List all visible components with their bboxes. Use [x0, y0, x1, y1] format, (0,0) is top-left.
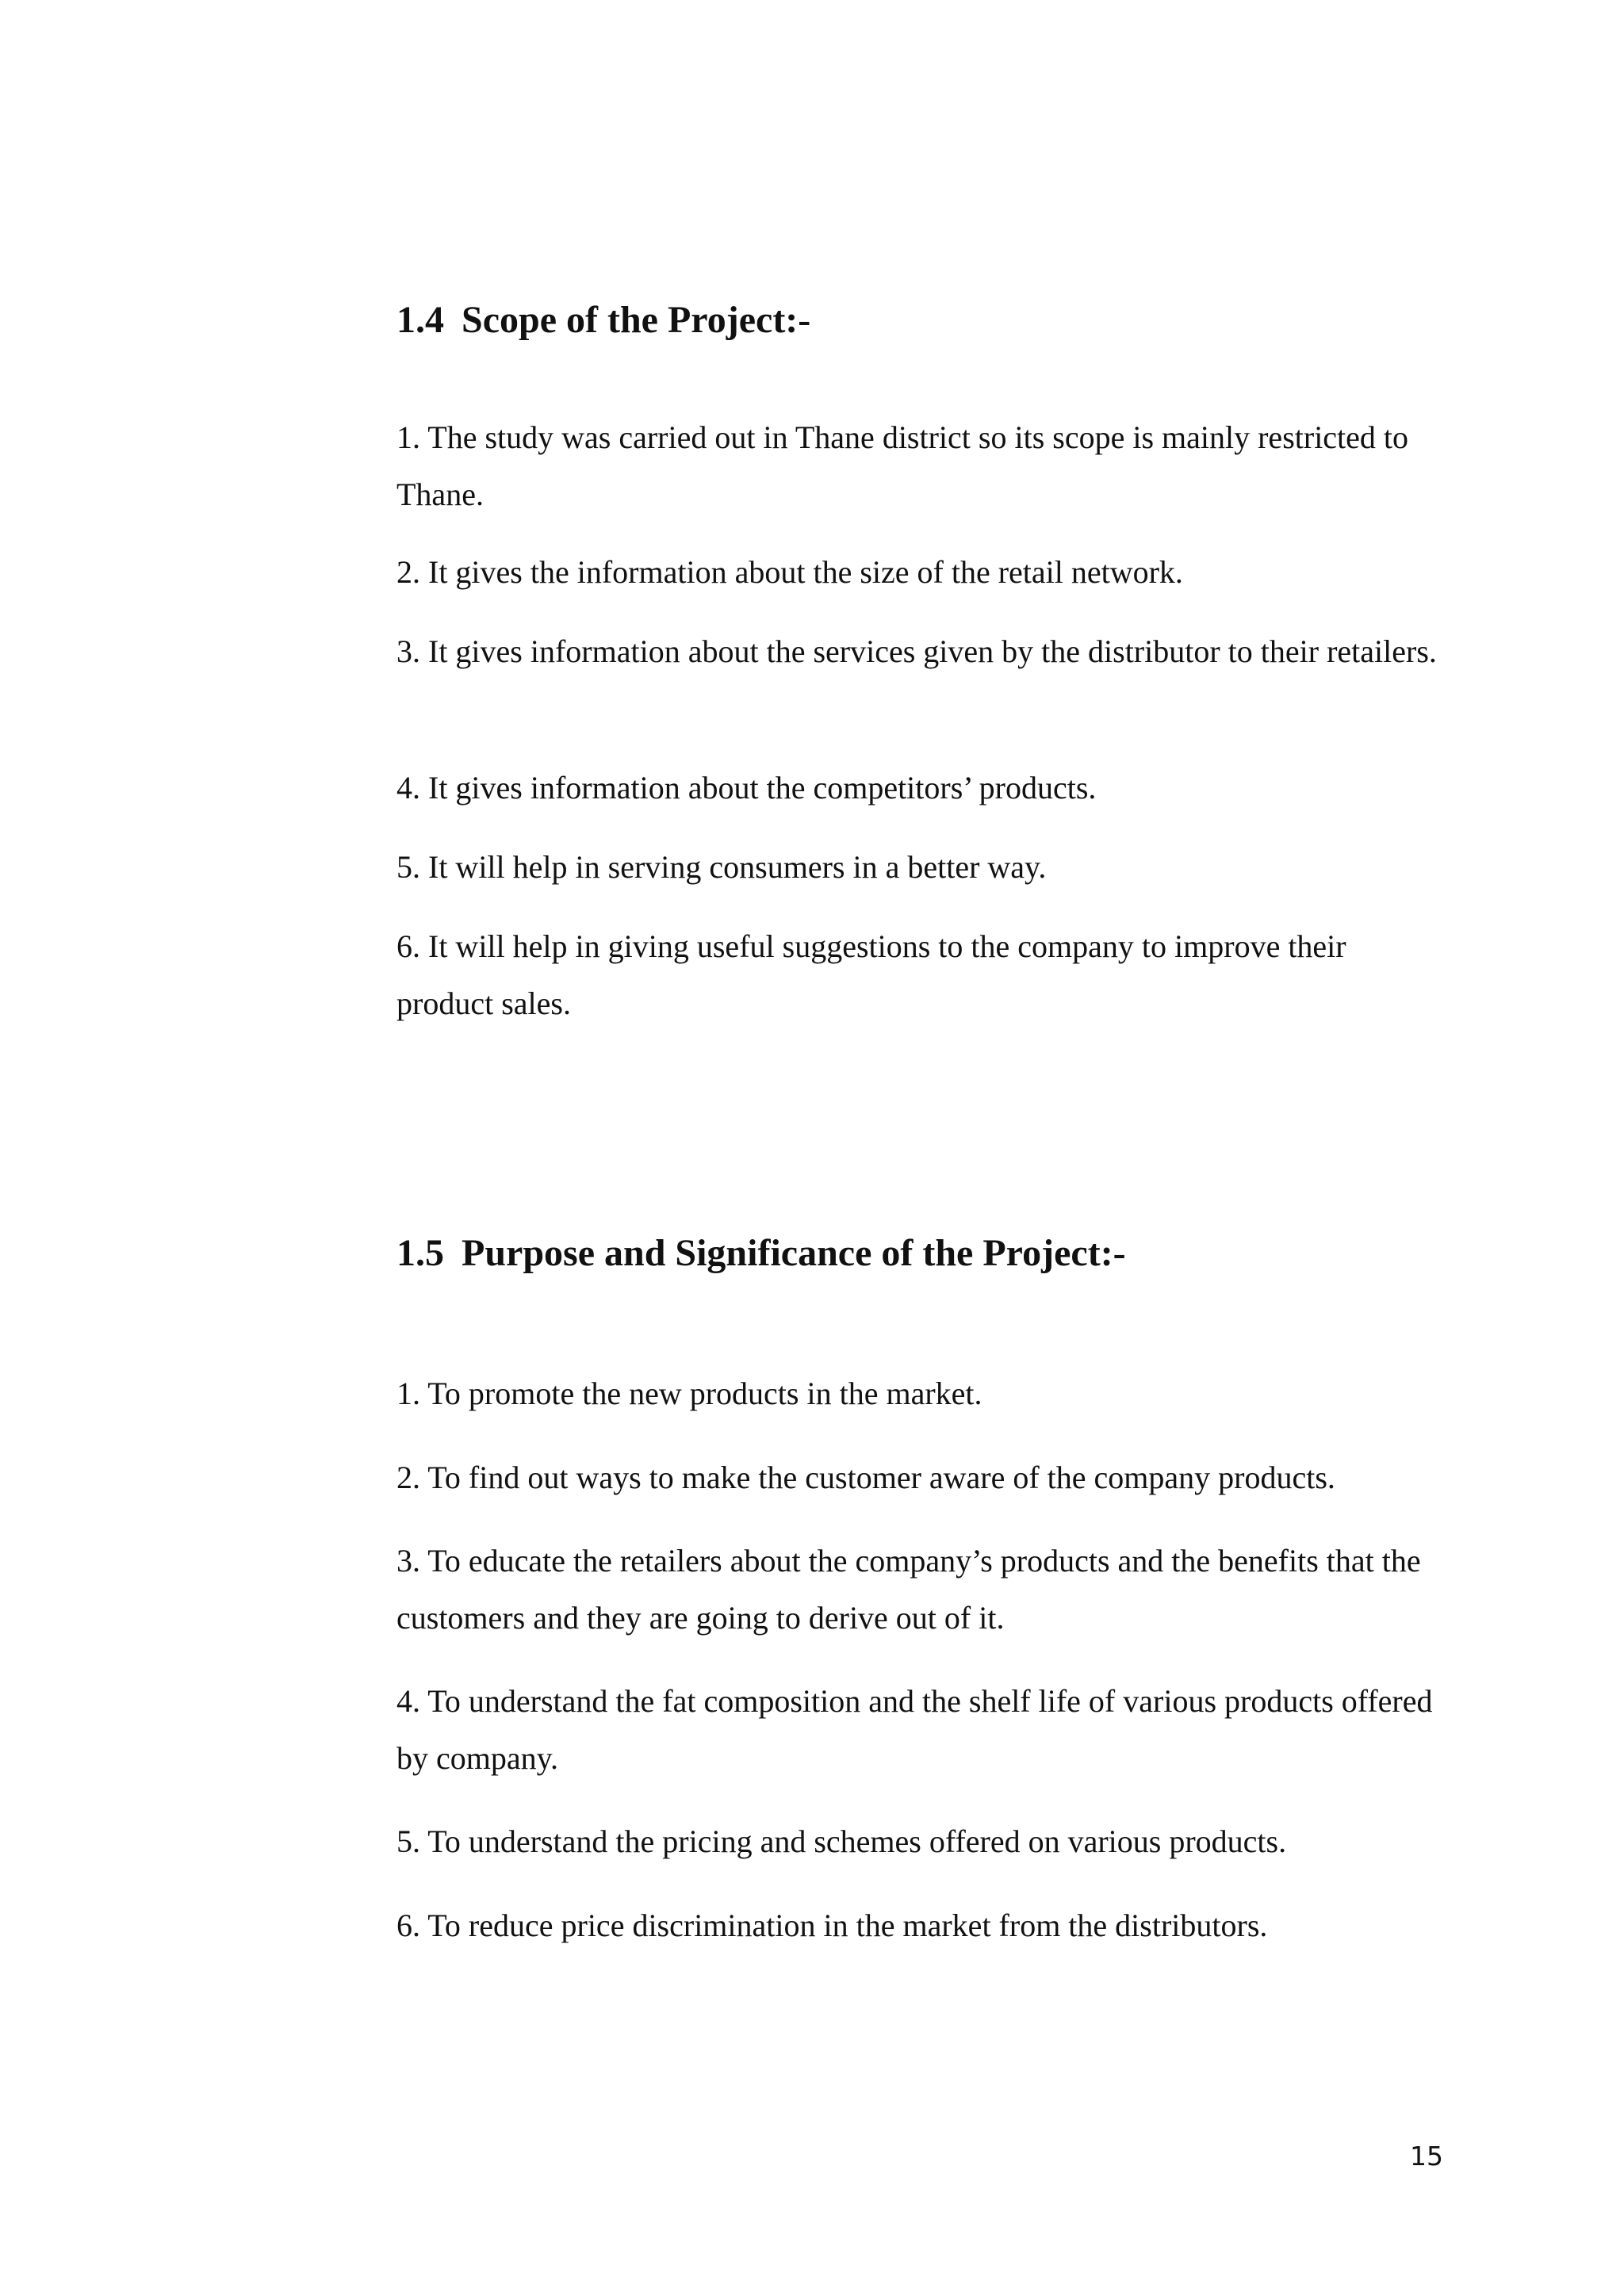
scope-item: 1. The study was carried out in Thane district so its scope is mainly restricted to Thane.	[396, 419, 1409, 512]
purpose-item: 2. To find out ways to make the customer aware of the company products.	[396, 1460, 1335, 1495]
scope-item: 2. It gives the information about the size of the retail network.	[396, 554, 1183, 590]
scope-item: 6. It will help in giving useful suggestions to the company to improve their product sales.	[396, 928, 1346, 1021]
purpose-item: 5. To understand the pricing and schemes offered on various products.	[396, 1823, 1287, 1859]
section-title: Purpose and Significance of the Project:-	[462, 1232, 1126, 1274]
purpose-item: 4. To understand the fat composition and the shelf life of various products offered by company.	[396, 1683, 1433, 1776]
scope-item: 3. It gives information about the services given by the distributor to their retailers.	[396, 633, 1437, 669]
section-title: Scope of the Project:-	[462, 299, 811, 341]
scope-item: 4. It gives information about the competitors’ products.	[396, 770, 1097, 806]
scope-item: 5. It will help in serving consumers in a better way.	[396, 849, 1047, 885]
section-heading-purpose	[396, 1230, 1126, 1277]
purpose-item: 1. To promote the new products in the market.	[396, 1376, 982, 1411]
purpose-item: 3. To educate the retailers about the company’s products and the benefits that the customers and they are going to derive out of it.	[396, 1543, 1421, 1636]
purpose-item: 6. To reduce price discrimination in the market from the distributors.	[396, 1908, 1268, 1943]
section-number: 1.5	[396, 1232, 444, 1274]
section-heading-scope	[396, 297, 810, 344]
section-number: 1.4	[396, 299, 444, 341]
page-number: 15	[1410, 2141, 1443, 2172]
